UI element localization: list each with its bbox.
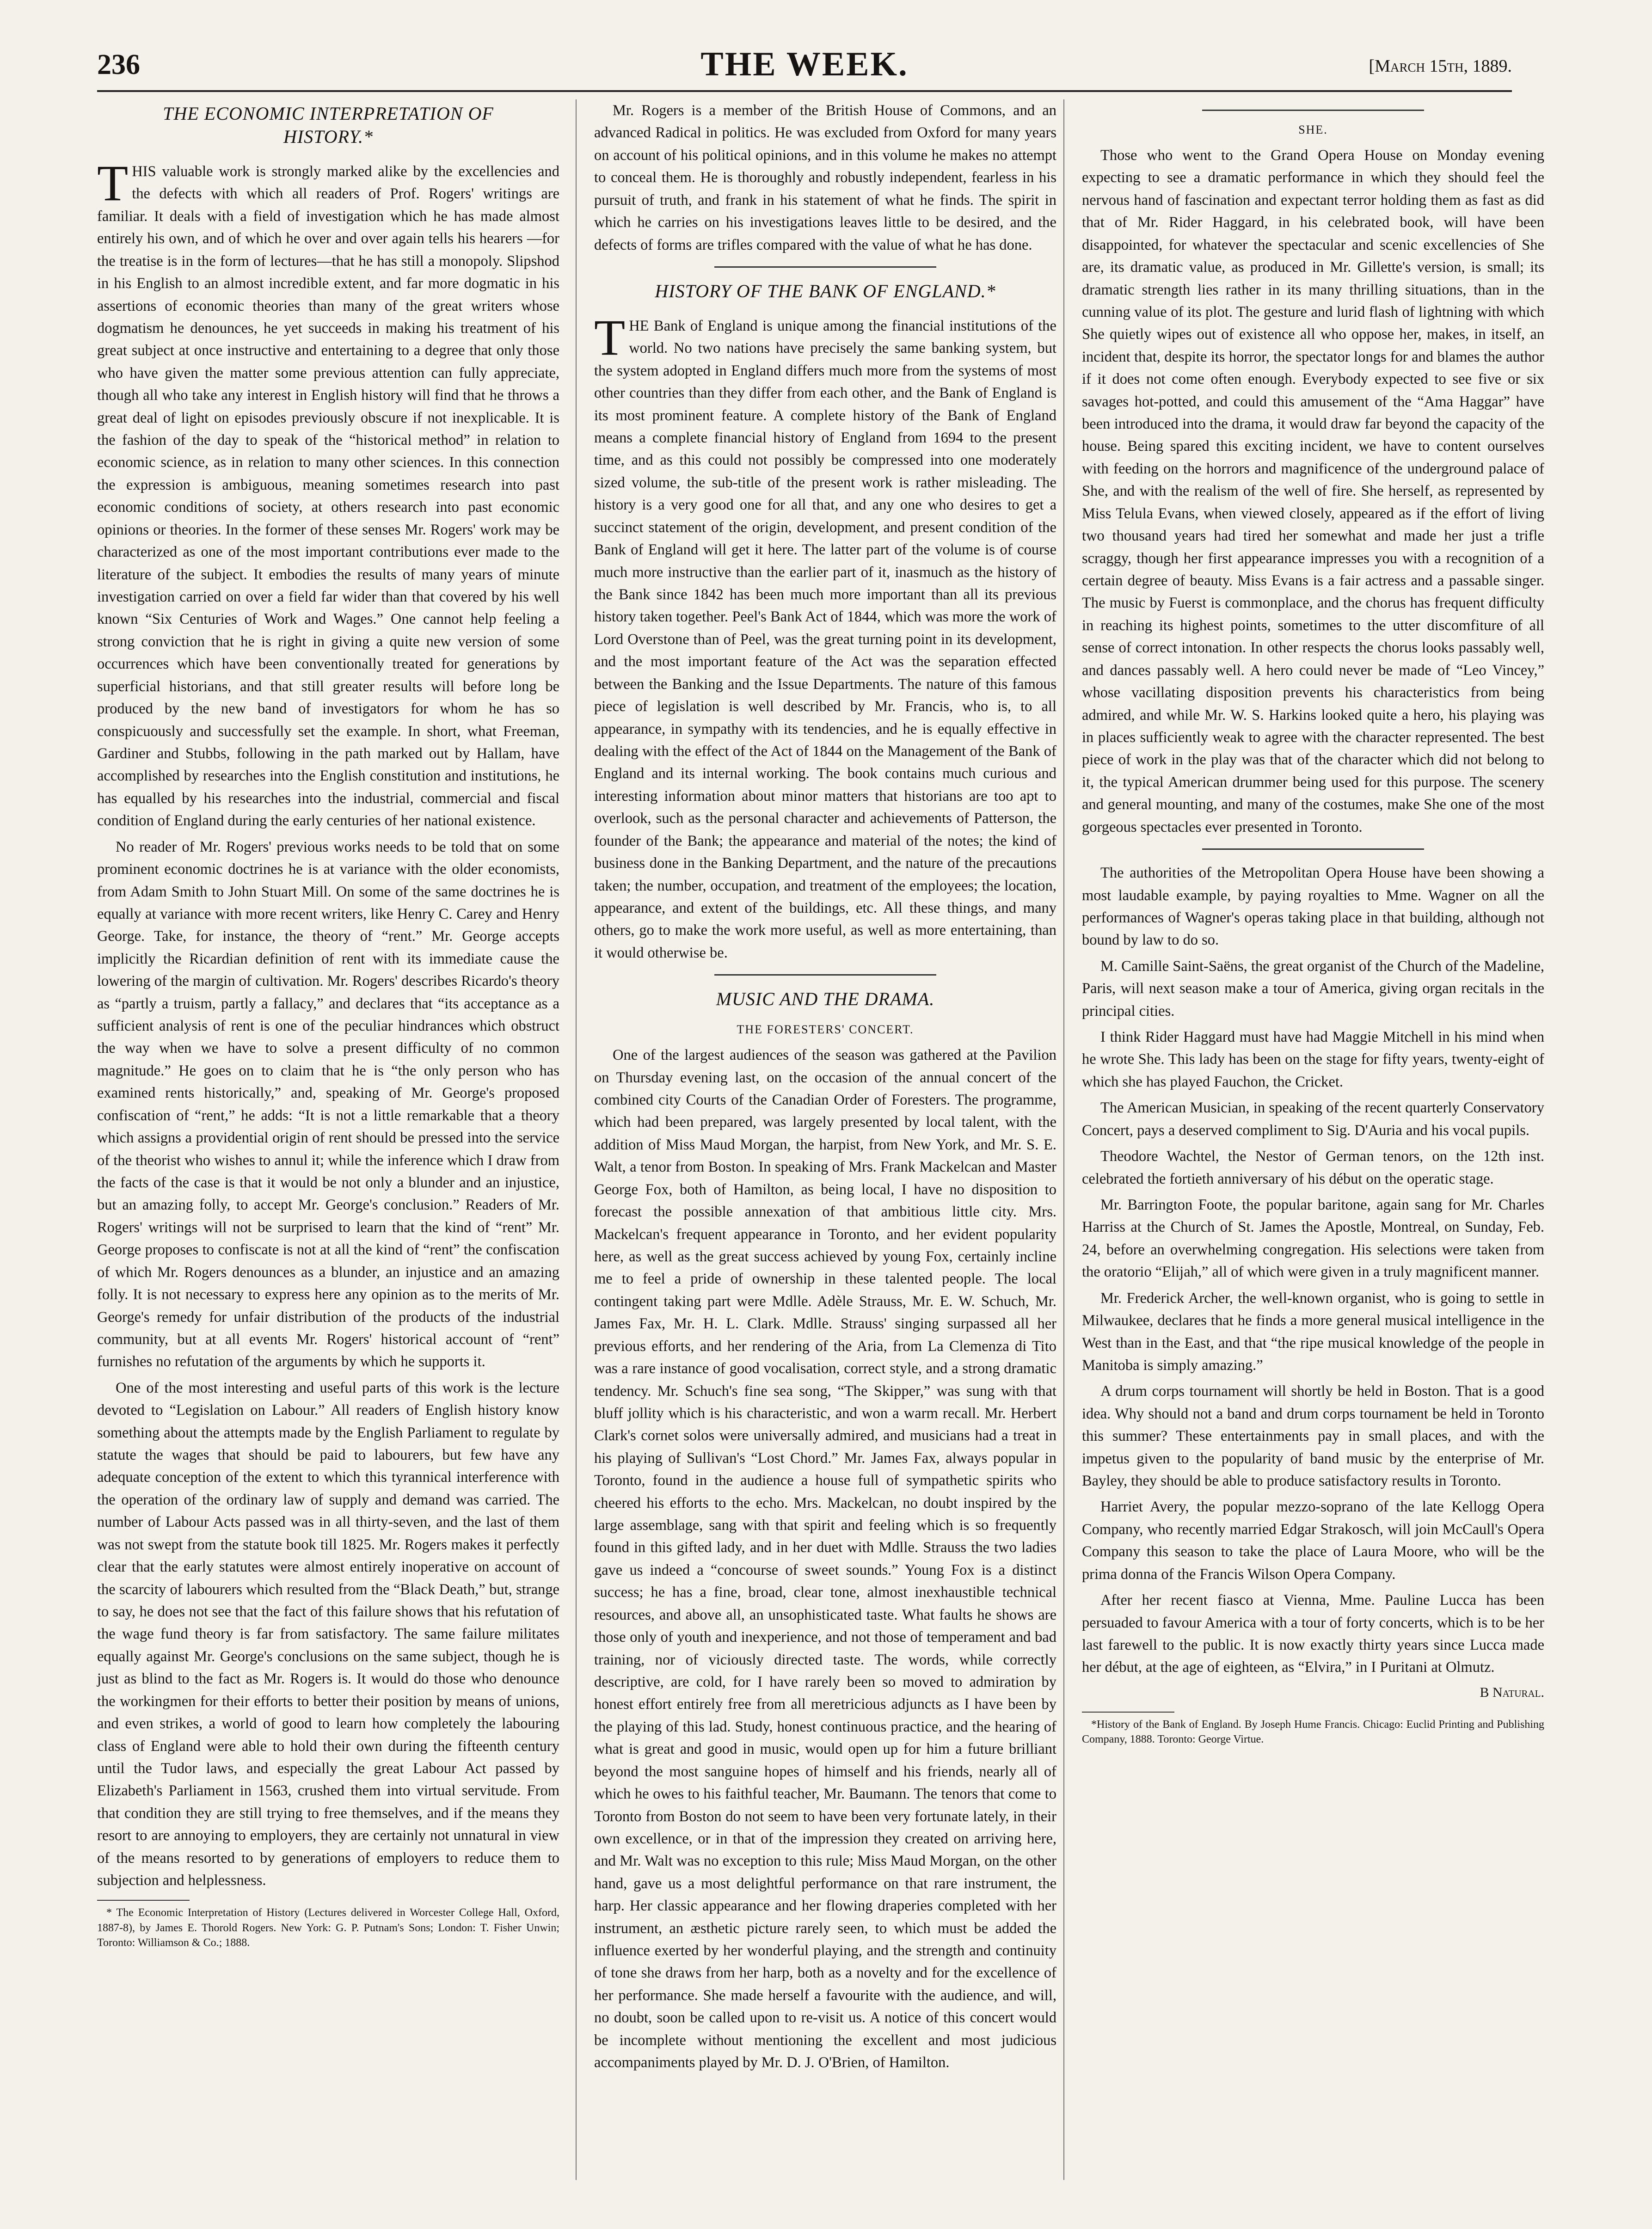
music-note: Harriet Avery, the popular mezzo-soprano of the late Kellogg Opera Company, who recently married Edgar Strakosch, will join McCaull's Opera Company this season to take the place of Laura Moore, who will be the prima donna of the Francis Wilson Opera Company. bbox=[1082, 1498, 1544, 1583]
article-paragraph: One of the most interesting and useful parts of this work is the lecture devoted to “Legislation on Labour.” All readers of English history know something about the attempts made by the English Parliament to regulate by statute the wages that should be paid to labourers, but few have any adequate conception of the extent to which this tyrannical interference with the operation of the ordinary law of supply and demand was carried. The number of Labour Acts passed was in all thirty-seven, and the last of them was not swept from the statute book till 1825. Mr. Rogers makes it perfectly clear that the early statutes were almost entirely inoperative on account of the scarcity of labourers which resulted from the “Black Death,” but, strange to say, he does not see that the fact of this failure shows that his refutation of the wage fund theory is far from satisfactory. The same failure militates equally against Mr. George's conclusions on the same subject, though he is just as blind to the fact as Mr. Rogers is. It would do those who denounce the workingmen for their efforts to better their position by means of unions, and even strikes, a world of good to learn how completely the labouring class of England were able to hold their own during the fifteenth century until the Tudor laws, and especially the great Labour Act passed by Elizabeth's Parliament in 1563, crushed them into virtual servitude. From that condition they are still trying to free themselves, and if the means they resort to are annoying to employers, they are certainly not unnatural in view of the means resorted to by generations of employers to reduce them to subjection and helplessness. bbox=[97, 1379, 559, 1889]
article-paragraph: THIS valuable work is strongly marked alike by the excellencies and the defects with which all readers of Prof. Rogers' writings are familiar. It deals with a field of investigation which he has made almost entirely his own, and of which he over and over again tells his hearers —for the treatise is in the form of lectures—that he has still a monopoly. Slipshod in his English to an almost incredible extent, and far more dogmatic in his assertions of economic theories than many of the great writers whose dogmatism he denounces, he yet succeeds in making his treatment of his great subject at once instructive and entertaining to a degree that only those who have given the matter some previous attention can fully appreciate, though all who take any interest in English history will find that he throws a great deal of light on episodes previously obscure if not inexplicable. It is the fashion of the day to speak of the “historical method” in relation to economic science, as in relation to many other sciences. In this connection the expression is ambiguous, meaning sometimes research into past economic conditions of society, at others research into past economic opinions or theories. In the former of these senses Mr. Rogers' work may be characterized as one of the most important contributions ever made to the literature of the subject. It embodies the results of many years of minute investigation carried on over a field far wider than that covered by his well known “Six Centuries of Work and Wages.” One cannot help feeling a strong conviction that he is right in giving a quite new version of some occurrences which have been conventionally treated for generations by superficial historians, and that still greater results will before long be produced by the new band of investigators for whom he has so conspicuously and successfully set the example. In short, what Freeman, Gardiner and Stubbs, following in the path marked out by Hallam, have accomplished by researches into the English constitution and institutions, he has equalled by his researches into the industrial, commercial and fiscal condition of England during the early centuries of her national existence. bbox=[97, 155, 559, 829]
drop-cap: T bbox=[97, 155, 129, 211]
section-title: MUSIC AND THE DRAMA. bbox=[716, 989, 935, 1010]
music-note: After her recent fiasco at Vienna, Mme. Pauline Lucca has been persuaded to favour America with a tour of forty concerts, which is to be her last farewell to the public. It is now exactly thirty years since Lucca made her début, at the age of eighteen, as “Elvira,” in I Puritani at Olmutz. bbox=[1082, 1592, 1544, 1676]
section-rule bbox=[1202, 110, 1424, 111]
music-note: Mr. Frederick Archer, the well-known organist, who is going to settle in Milwaukee, declares that he finds a more general musical intelligence in the West than in the East, and that “the ripe musical knowledge of the people in Manitoba is simply amazing.” bbox=[1082, 1290, 1544, 1374]
article-title: HISTORY OF THE BANK OF ENGLAND.* bbox=[655, 280, 996, 301]
music-note: The American Musician, in speaking of the recent quarterly Conservatory Concert, pays a deserved compliment to Sig. D'Auria and his vocal pupils. bbox=[1082, 1099, 1544, 1139]
section-subtitle: THE FORESTERS' CONCERT. bbox=[737, 1023, 914, 1037]
column-1 bbox=[97, 99, 559, 1951]
section-rule bbox=[1202, 848, 1424, 850]
article-paragraph: THE Bank of England is unique among the financial institutions of the world. No two nations have precisely the same banking system, but the system adopted in England differs much more from the systems of most other countries than they differ from each other, and the Bank of England is its most prominent feature. A complete history of the Bank of England means a complete financial history of England from 1694 to the present time, and as this could not possibly be compressed into one moderately sized volume, the sub-title of the present work is rather misleading. The history is a very good one for all that, and any one who desires to get a succinct statement of the origin, development, and present condition of the Bank of England will get it here. The latter part of the volume is of course much more instructive than the earlier part of it, inasmuch as the history of the Bank since 1842 has been much more important than all its previous history taken together. Peel's Bank Act of 1844, which was more the work of Lord Overstone than of Peel, was the great turning point in its development, and the most important feature of the Act was the separation effected between the Banking and the Issue Departments. The nature of this famous piece of legislation is well described by Mr. Francis, who is, to all appearance, in sympathy with its tendencies, and he is equally effective in dealing with the effect of the Act of 1844 on the Management of the Bank of England and its internal working. The book contains much curious and interesting information about minor matters that historians are too apt to overlook, such as the personal character and achievements of Patterson, the founder of the Bank; the appearance and material of the notes; the kind of business done in the Banking Department, and the nature of the precautions taken; the number, occupation, and treatment of the employees; the location, appearance, and extent of the buildings, etc. All these things, and many others, go to make the work more useful, as well as more entertaining, than it would otherwise be. bbox=[594, 309, 1056, 961]
music-note: I think Rider Haggard must have had Maggie Mitchell in his mind when he wrote She. This lady has been on the stage for fifty years, twenty-eight of which she has played Fauchon, the Cricket. bbox=[1082, 1029, 1544, 1090]
music-note: Mr. Barrington Foote, the popular baritone, again sang for Mr. Charles Harriss at the Church of St. James the Apostle, Montreal, on Sunday, Feb. 24, before an overwhelming congregation. His selections were taken from the oratorio “Elijah,” all of which were given in a truly magnificent manner. bbox=[1082, 1196, 1544, 1281]
column-2 bbox=[594, 99, 1056, 2078]
article-title: THE ECONOMIC INTERPRETATION OF HISTORY.* bbox=[163, 103, 494, 147]
music-note: Theodore Wachtel, the Nestor of German tenors, on the 12th inst. celebrated the fortieth anniversary of his début on the operatic stage. bbox=[1082, 1148, 1544, 1187]
footnote-rule bbox=[97, 1900, 190, 1901]
footnote: * The Economic Interpretation of History (Lectures delivered in Worcester College Hall, Oxford, 1887-8), by James E. Thorold Rogers. New York: G. P. Putnam's Sons; London: T. Fisher Unwin; Toronto: Williamson & Co.; 1888. bbox=[97, 1907, 559, 1949]
music-note: The authorities of the Metropolitan Opera House have been showing a most laudable example, by paying royalties to Mme. Wagner on all the performances of Wagner's operas taking place in that building, although not bound by law to do so. bbox=[1082, 865, 1544, 949]
music-note: M. Camille Saint-Saëns, the great organist of the Church of the Madeline, Paris, will next season make a tour of America, giving organ recitals in the principal cities. bbox=[1082, 958, 1544, 1019]
masthead: THE WEEK. bbox=[700, 45, 909, 83]
section-rule bbox=[714, 974, 936, 976]
running-head bbox=[97, 45, 1512, 92]
column-3 bbox=[1082, 99, 1544, 1747]
article-paragraph: One of the largest audiences of the season was gathered at the Pavilion on Thursday evening last, on the occasion of the annual concert of the combined city Courts of the Canadian Order of Foresters. The programme, which had been prepared, was largely presented by local talent, with the addition of Miss Maud Morgan, the harpist, from New York, and Mr. S. E. Walt, a tenor from Boston. In speaking of Mrs. Frank Mackelcan and Master George Fox, both of Hamilton, as being local, I have no disposition to forecast the possible annexation of that ambitious little city. Mrs. Mackelcan's frequent appearance in Toronto, and her evident popularity here, as well as the great success achieved by young Fox, certainly incline me to feel a pride of ownership in these talented people. The local contingent taking part were Mdlle. Adèle Strauss, Mr. E. W. Schuch, Mr. James Fax, Mr. H. L. Clark. Mdlle. Strauss' singing surpassed all her previous efforts, and her rendering of the Aria, from La Clemenza di Tito was a rare instance of good vocalisation, correct style, and a strong dramatic tendency. Mr. Schuch's fine sea song, “The Skipper,” was sung with that bluff jollity which is his characteristic, and won a warm recall. Mr. Herbert Clark's cornet solos were universally admired, and musicians had a treat in his playing of Sullivan's “Lost Chord.” Mr. James Fax, always popular in Toronto, found in the audience a house full of sympathetic spirits who cheered his efforts to the echo. Mrs. Mackelcan, no doubt inspired by the large assemblage, sang with that spirit and feeling which is so frequently found in this gifted lady, and in her duet with Mdlle. Strauss the two ladies gave us indeed a “concourse of sweet sounds.” Young Fox is a distinct success; he has a fine, broad, clear tone, almost inexhaustible technical resources, and above all, an unsophisticated taste. What faults he shows are those only of youth and inexperience, and not those of temperament and bad training, nor of viciously directed taste. The words, while correctly descriptive, are cold, for I have rarely been so moved to admiration by honest effort entirely free from all meretricious adjuncts as I have been by the playing of this lad. Study, honest continuous practice, and the hearing of what is great and good in music, would open up for him a future brilliant beyond the most sanguine hopes of himself and his friends, nearly all of which he owes to his faithful teacher, Mr. Baumann. The tenors that come to Toronto from Boston do not seem to have been very fortunate lately, in their own excellence, or in that of the impression they created on arriving here, and Mr. Walt was no exception to this rule; Miss Maud Morgan, on the other hand, gave us a most delightful performance on that rare instrument, the harp. Her classic appearance and her flowing draperies completed with her instrument, an æsthetic picture rarely seen, to which must be added the influence exerted by her wonderful playing, and the strength and continuity of tone she draws from her harp, both as a novelty and for the excellence of her performance. She made herself a favourite with the audience, and will, no doubt, soon be called upon to re-visit us. A notice of this concert would be incomplete without mentioning the excellent and most judicious accompaniments played by Mr. D. J. O'Brien, of Hamilton. bbox=[594, 1047, 1056, 2071]
article-paragraph: Mr. Rogers is a member of the British House of Commons, and an advanced Radical in politics. He was excluded from Oxford for many years on account of his political opinions, and in this volume he makes no attempt to conceal them. He is thoroughly and robustly independent, fearless in his pursuit of truth, and frank in his statement of what he finds. The spirit in which he carries on his investigations leaves little to be desired, and the defects of forms are trifles compared with the value of what he has done. bbox=[594, 102, 1056, 253]
article-paragraph: No reader of Mr. Rogers' previous works needs to be told that on some prominent economic doctrines he is at variance with the older economists, from Adam Smith to John Stuart Mill. On some of the same doctrines he is equally at variance with more recent writers, like Henry C. Carey and Henry George. Take, for instance, the theory of “rent.” Mr. George accepts implicitly the Ricardian definition of rent with its immediate cause the lowering of the margin of cultivation. Mr. Rogers' describes Ricardo's theory as “partly a truism, partly a fallacy,” and declares that “its acceptance as a sufficient analysis of rent is one of the peculiar hindrances which obstruct the way when we have to solve a present difficulty of no common magnitude.” He goes on to claim that he is “the only person who has examined rents historically,” and, speaking of Mr. George's proposed confiscation of “rent,” he adds: “It is not a little remarkable that a theory which assigns a providential origin of rent should be pressed into the service of the theorist who wishes to annul it; while the inference which I draw from the facts of the case is that it would be not only a blunder and an injustice, but an amazing folly, to accept Mr. George's conclusion.” Readers of Mr. Rogers' writings will not be surprised to learn that the kind of “rent” Mr. George proposes to confiscate is not at all the kind of “rent” the confiscation of which Mr. Rogers denounces as a blunder, an injustice and an amazing folly. It is not necessary to express here any opinion as to the merits of Mr. George's remedy for unfair distribution of the products of the industrial community, but at all events Mr. Rogers' historical account of “rent” furnishes no refutation of the arguments by which he supports it. bbox=[97, 838, 559, 1370]
section-subtitle: SHE. bbox=[1298, 123, 1328, 136]
author-signature: B Natural. bbox=[1480, 1684, 1544, 1700]
column-rule bbox=[1063, 99, 1064, 2180]
section-rule bbox=[714, 266, 936, 268]
column-rule bbox=[576, 99, 577, 2180]
page-number: 236 bbox=[97, 49, 140, 80]
article-paragraph: Those who went to the Grand Opera House on Monday evening expecting to see a dramatic performance in which they should feel the nervous hand of fascination and expectant terror holding them as fast as did that of Mr. Rider Haggard, in his celebrated book, will have been disappointed, for whatever the spectacular and scenic excellencies of She are, its dramatic value, as produced in Mr. Gillette's version, is small; its dramatic strength lies rather in its many thrilling situations, than in the cunning value of its plot. The gesture and lurid flash of lightning with which She quietly wipes out of existence all who oppose her, makes, in itself, an incident that, despite its horror, the spectator longs for and blames the author if it does not come often enough. Everybody expected to see five or six savages hot-potted, and could this amusement of the “Ama Haggar” have been introduced into the drama, it would draw far beyond the capacity of the house. Being spared this exciting incident, we have to content ourselves with feeding on the horrors and magnificence of the underground palace of She, and with the realism of the well of fire. She herself, as represented by Miss Telula Evans, when viewed closely, appeared as if the effort of living two thousand years had tired her somewhat and made her just a trifle scraggy, though her first appearance impresses you with a recognition of a certain degree of beauty. Miss Evans is a fair actress and a passable singer. The music by Fuerst is commonplace, and the chorus has frequent difficulty in reaching its highest points, sometimes to the utter discomfiture of all sense of correct intonation. In other respects the chorus looks passably well, and dances passably well. A hero could never be made of “Leo Vincey,” whose vacillating disposition prevents his characteristics from being admired, and while Mr. W. S. Harkins looked quite a hero, his playing was in places sufficiently weak to agree with the character represented. The best piece of work in the play was that of the character which did not belong to it, the typical American drummer being used for this purpose. The scenery and general mounting, and many of the costumes, make She one of the most gorgeous spectacles ever presented in Toronto. bbox=[1082, 147, 1544, 835]
issue-date: [March 15th, 1889. bbox=[1369, 56, 1512, 76]
footnote: *History of the Bank of England. By Joseph Hume Francis. Chicago: Euclid Printing and Publishing Company, 1888. Toronto: George Virtue. bbox=[1082, 1718, 1544, 1745]
music-note: A drum corps tournament will shortly be held in Boston. That is a good idea. Why should not a band and drum corps tournament be held in Toronto this summer? These entertainments pay in small places, and with the impetus given to the popularity of band music by the enterprise of Mr. Bayley, they should be able to produce satisfactory results in Toronto. bbox=[1082, 1383, 1544, 1490]
footnote-rule bbox=[1082, 1712, 1174, 1713]
drop-cap: T bbox=[594, 309, 626, 366]
